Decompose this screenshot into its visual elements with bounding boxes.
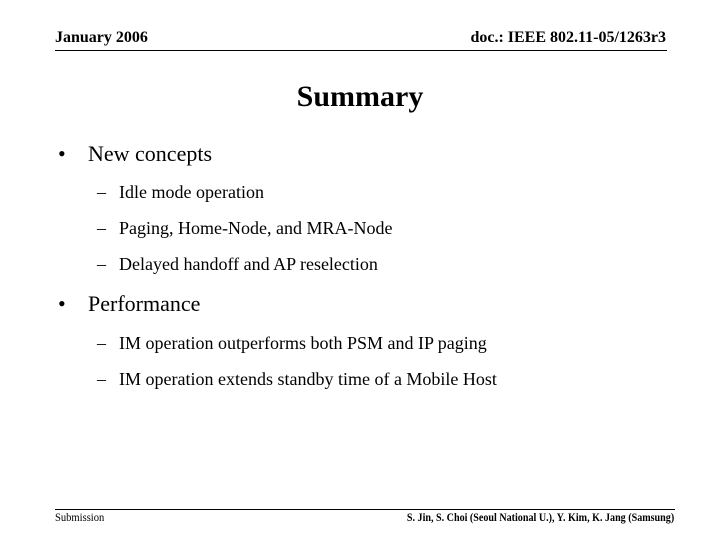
slide-title: Summary — [296, 80, 424, 113]
footer-submission: Submission — [55, 510, 105, 524]
subitem-delayed-handoff — [97, 254, 378, 275]
header-doc-id: doc.: IEEE 802.11-05/1263r3 — [470, 29, 666, 46]
subitem-paging — [97, 218, 392, 239]
header-date: January 2006 — [55, 29, 148, 46]
bullet-marker: • — [58, 141, 66, 166]
bullet-new-concepts — [58, 141, 212, 167]
dash-marker: – — [97, 369, 106, 389]
bullet-text: New concepts — [88, 141, 213, 166]
dash-marker: – — [97, 218, 106, 238]
bullet-text: Performance — [88, 291, 201, 316]
subitem-idle-mode — [97, 182, 264, 203]
header-divider — [55, 50, 667, 51]
subitem-text: Idle mode operation — [119, 182, 264, 202]
dash-marker: – — [97, 254, 106, 274]
footer-authors: S. Jin, S. Choi (Seoul National U.), Y. Kim, K. Jang (Samsung) — [406, 510, 674, 524]
subitem-text: Delayed handoff and AP reselection — [119, 254, 378, 274]
bullet-performance — [58, 291, 200, 317]
bullet-marker: • — [58, 291, 66, 316]
dash-marker: – — [97, 182, 106, 202]
subitem-im-standby — [97, 369, 497, 390]
subitem-im-outperforms — [97, 333, 487, 354]
subitem-text: IM operation extends standby time of a Mobile Host — [119, 369, 497, 389]
dash-marker: – — [97, 333, 106, 353]
subitem-text: IM operation outperforms both PSM and IP paging — [119, 333, 487, 353]
subitem-text: Paging, Home-Node, and MRA-Node — [119, 218, 393, 238]
